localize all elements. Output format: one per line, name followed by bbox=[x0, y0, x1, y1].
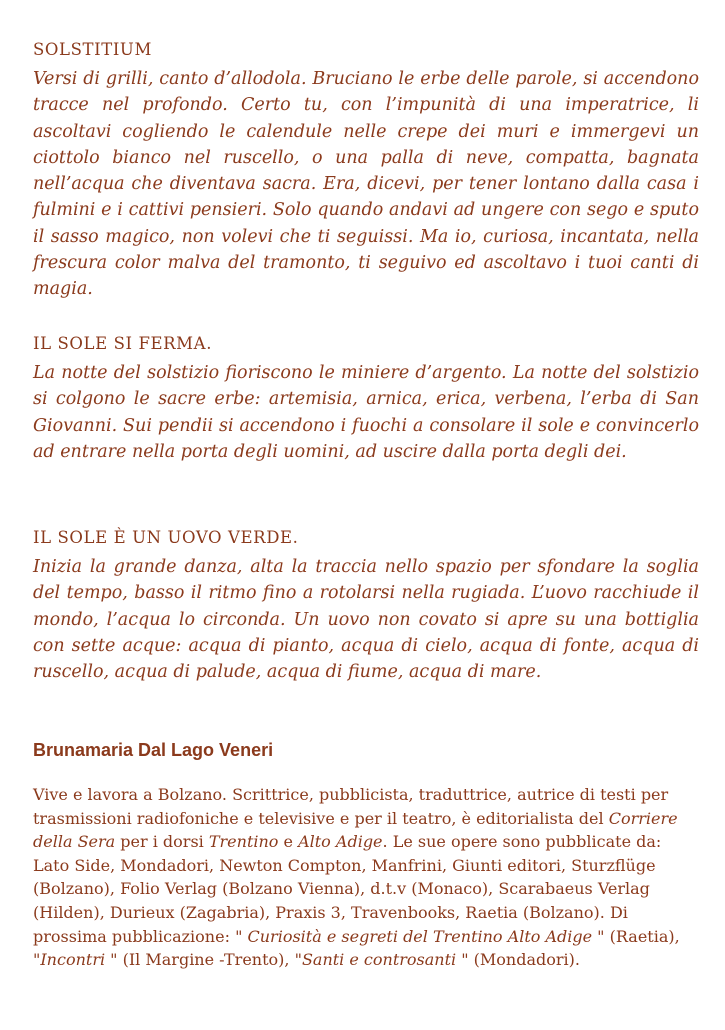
bio-text: " (Il Margine -Trento), " bbox=[105, 950, 302, 970]
section-text: Versi di grilli, canto d’allodola. Bruciano le erbe delle parole, si accendono tracce nel profondo. Certo tu, con l’impunità di una imperatrice, li ascoltavi cogliendo le calendule nelle crepe dei muri e immergevi un ciottolo bianco nel ruscello, o una palla di neve, compatta, bagnata nell’acqua che diventava sacra. Era, dicevi, per tener lontano dalla casa i fulmini e i cattivi pensieri. Solo quando andavi ad ungere con sego e sputo il sasso magico, non volevi che ti seguissi. Ma io, curiosa, incantata, nella frescura color malva del tramonto, ti seguivo ed ascoltavo i tuoi canti di magia. bbox=[33, 69, 699, 300]
author-bio bbox=[33, 783, 699, 972]
bio-text: Vive e lavora a Bolzano. Scrittrice, pubblicista, traduttrice, autrice di testi per trasmissioni radiofoniche e televisive e per il teatro, è editorialista del bbox=[33, 785, 669, 828]
bio-text: (Raetia), " bbox=[33, 926, 680, 970]
section-text: La notte del solstizio fioriscono le miniere d’argento. La notte del solstizio si colgono le sacre erbe: artemisia, arnica, erica, verbena, l’erba di San Giovanni. Sui pendii si accendono i fuochi a consolare il sole e convincerlo ad entrare nella porta degli uomini, ad uscire dalla porta degli dei. bbox=[33, 363, 699, 462]
bio-title-santi: Santi e controsanti bbox=[301, 950, 457, 970]
bio-title-curiosita: " Curiosità e segreti del Trentino Alto Adige " bbox=[235, 926, 605, 946]
bio-title-alto-adige: Alto Adige bbox=[298, 832, 383, 852]
section-il-sole-si-ferma bbox=[33, 332, 699, 465]
section-heading: IL SOLE SI FERMA. bbox=[33, 334, 213, 353]
section-heading: IL SOLE È UN UOVO VERDE. bbox=[33, 528, 299, 547]
section-solstitium bbox=[33, 38, 699, 303]
bio-title-incontri: Incontri bbox=[40, 950, 106, 970]
section-il-sole-e-un-uovo-verde bbox=[33, 526, 699, 685]
bio-text: . Le sue opere sono pubblicate da: Lato Side, Mondadori, Newton Compton, Manfrini, Giunti editori, Sturzflüge (Bolzano), Folio Verlag (Bolzano Vienna), d.t.v (Monaco), Scarabaeus Verlag (Hilden), Durieux (Zagabria), Praxis 3, Travenbooks, Raetia (Bolzano). Di prossima pubblicazione: bbox=[33, 832, 662, 946]
bio-text: e bbox=[278, 832, 299, 852]
bio-title-trentino: Trentino bbox=[208, 832, 279, 852]
author-name: Brunamaria Dal Lago Veneri bbox=[33, 740, 274, 760]
bio-title-corriere: Corriere della Sera bbox=[33, 808, 678, 852]
section-heading: SOLSTITIUM bbox=[33, 40, 152, 59]
bio-text: " (Mondadori). bbox=[456, 950, 580, 970]
bio-text: per i dorsi bbox=[115, 832, 209, 852]
section-text: Inizia la grande danza, alta la traccia nello spazio per sfondare la soglia del tempo, basso il ritmo fino a rotolarsi nella rugiada. L’uovo racchiude il mondo, l’acqua lo circonda. Un uovo non covato si apre su una bottiglia con sette acque: acqua di pianto, acqua di cielo, acqua di fonte, acqua di ruscello, acqua di palude, acqua di fiume, acqua di mare. bbox=[33, 557, 699, 683]
